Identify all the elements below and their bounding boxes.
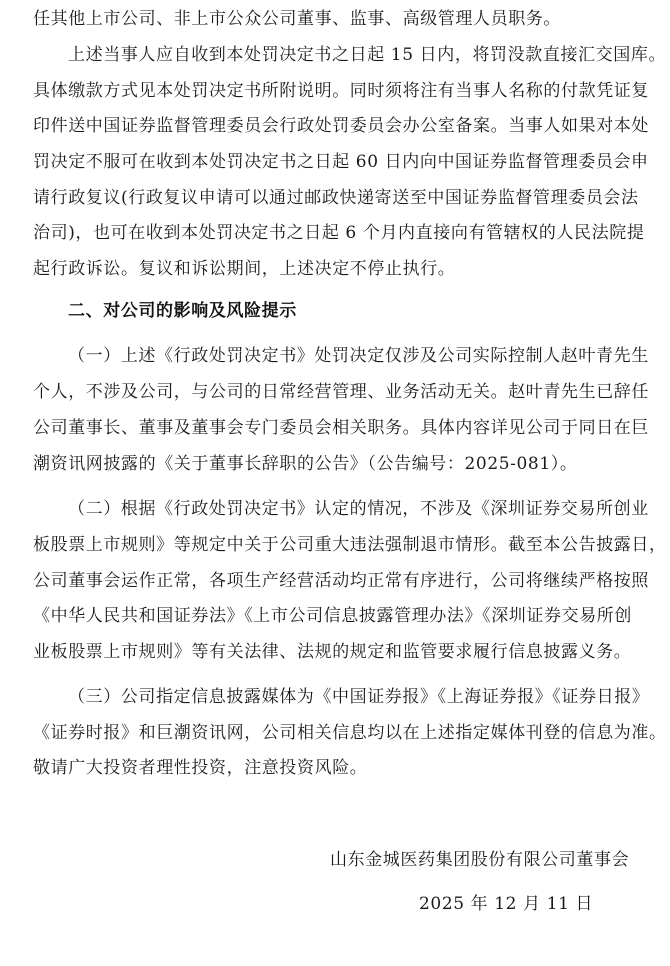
paragraph-line: （三）公司指定信息披露媒体为《中国证券报》《上海证券报》《证券日报》: [68, 687, 650, 707]
paragraph-line: 公司董事长、董事及董事会专门委员会相关职务。具体内容详见公司于同日在巨: [33, 418, 649, 438]
paragraph-line: 上述当事人应自收到本处罚决定书之日起 15 日内，将罚没款直接汇交国库。: [68, 45, 667, 65]
paragraph-line: 公司董事会运作正常，各项生产经营活动均正常有序进行，公司将继续严格按照: [33, 571, 649, 591]
paragraph-line: 敬请广大投资者理性投资，注意投资风险。: [33, 758, 368, 778]
paragraph-line: 板股票上市规则》等规定中关于公司重大违法强制退市情形。截至本公告披露日，: [33, 535, 667, 555]
paragraph-line: （二）根据《行政处罚决定书》认定的情况，不涉及《深圳证券交易所创业: [68, 499, 649, 519]
paragraph-line: 《中华人民共和国证券法》《上市公司信息披露管理办法》《深圳证券交易所创: [33, 606, 632, 626]
section-heading: 二、对公司的影响及风险提示: [68, 301, 297, 321]
paragraph-line: （一）上述《行政处罚决定书》处罚决定仅涉及公司实际控制人赵叶青先生: [68, 346, 649, 366]
signature: 山东金城医药集团股份有限公司董事会: [330, 850, 630, 870]
paragraph-line: 治司)，也可在收到本处罚决定书之日起 6 个月内直接向有管辖权的人民法院提: [33, 223, 645, 243]
paragraph-line: 印件送中国证券监督管理委员会行政处罚委员会办公室备案。当事人如果对本处: [33, 116, 649, 136]
paragraph-line: 《证券时报》和巨潮资讯网，公司相关信息均以在上述指定媒体刊登的信息为准。: [33, 723, 667, 743]
paragraph-line: 罚决定不服可在收到本处罚决定书之日起 60 日内向中国证券监督管理委员会申: [33, 152, 649, 172]
paragraph-line: 具体缴款方式见本处罚决定书所附说明。同时须将注有当事人名称的付款凭证复: [33, 81, 649, 101]
date: 2025 年 12 月 11 日: [419, 894, 594, 914]
paragraph-line: 个人，不涉及公司，与公司的日常经营管理、业务活动无关。赵叶青先生已辞任: [33, 382, 649, 402]
paragraph-line: 起行政诉讼。复议和诉讼期间，上述决定不停止执行。: [33, 259, 456, 279]
paragraph-line: 请行政复议(行政复议申请可以通过邮政快递寄送至中国证券监督管理委员会法: [33, 188, 639, 208]
paragraph-line: 潮资讯网披露的《关于董事长辞职的公告》（公告编号：2025-081）。: [33, 454, 578, 474]
paragraph-line: 业板股票上市规则》等有关法律、法规的规定和监管要求履行信息披露义务。: [33, 642, 632, 662]
paragraph-line: 任其他上市公司、非上市公众公司董事、监事、高级管理人员职务。: [33, 9, 561, 29]
